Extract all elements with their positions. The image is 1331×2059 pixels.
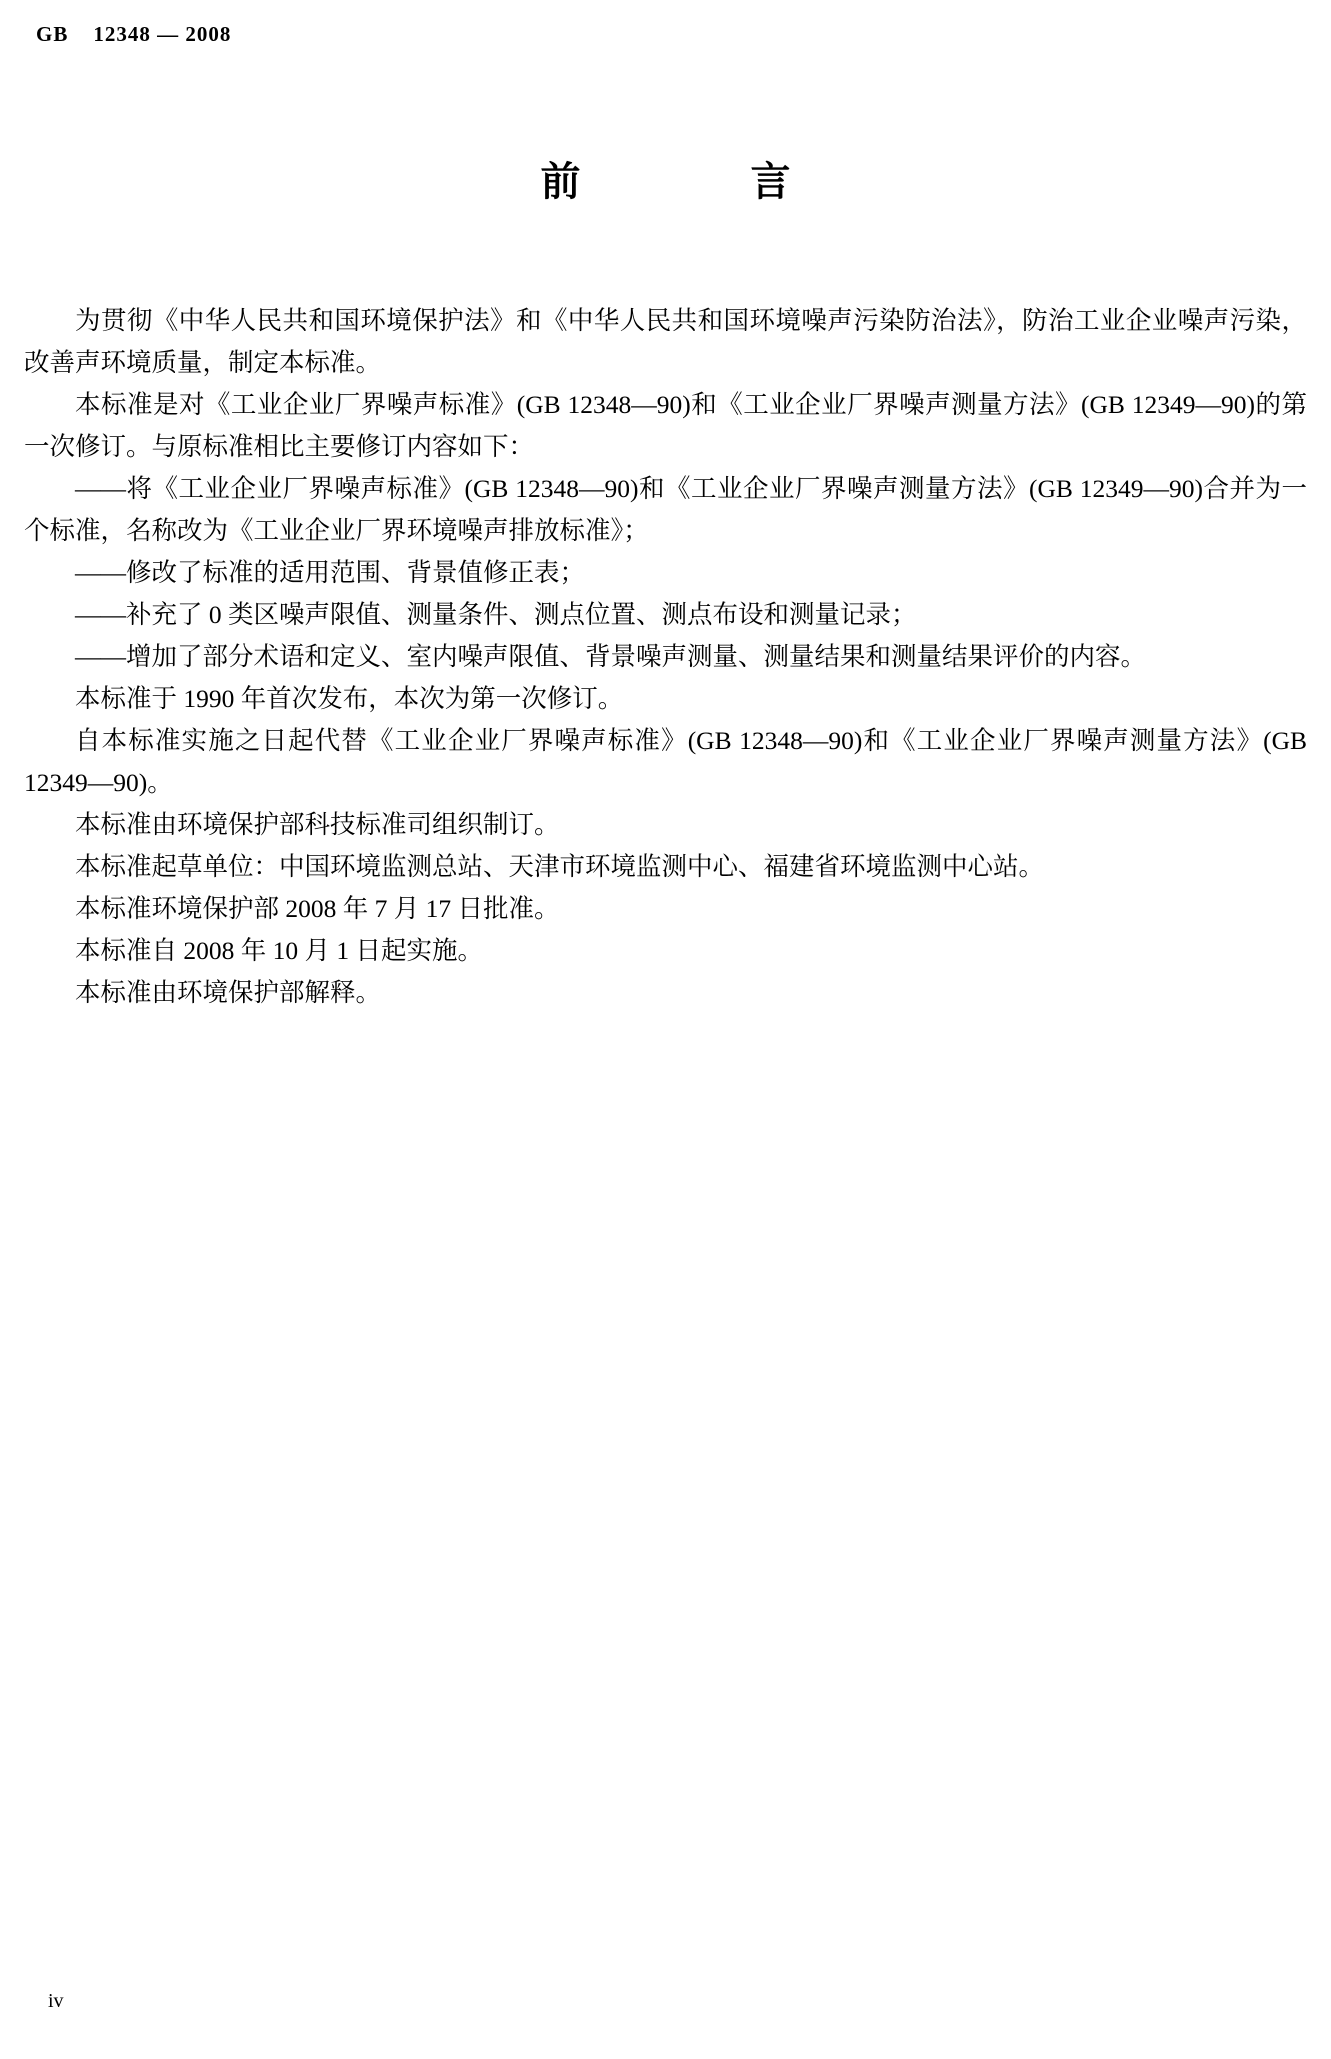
page-number: iv [48,1990,64,2012]
paragraph: 为贯彻《中华人民共和国环境保护法》和《中华人民共和国环境噪声污染防治法》，防治工业企业噪声污染，改善声环境质量，制定本标准。 [24,306,1307,377]
paragraph: ——修改了标准的适用范围、背景值修正表； [75,558,586,587]
page-header [36,22,231,47]
paragraph: ——补充了 0 类区噪声限值、测量条件、测点位置、测点布设和测量记录； [75,600,917,629]
paragraph: ——将《工业企业厂界噪声标准》(GB 12348—90)和《工业企业厂界噪声测量方法》(GB 12349—90)合并为一个标准，名称改为《工业企业厂界环境噪声排放标准》； [24,474,1307,545]
paragraph: 本标准于 1990 年首次发布，本次为第一次修订。 [75,684,624,713]
paragraph: 自本标准实施之日起代替《工业企业厂界噪声标准》(GB 12348—90)和《工业企业厂界噪声测量方法》(GB 12349—90)。 [24,726,1307,797]
paragraph: 本标准由环境保护部科技标准司组织制订。 [75,810,560,839]
paragraph: 本标准环境保护部 2008 年 7 月 17 日批准。 [75,894,560,923]
page-title: 前 言 [540,159,821,205]
paragraph: 本标准起草单位：中国环境监测总站、天津市环境监测中心、福建省环境监测中心站。 [75,852,1045,881]
paragraph: 本标准自 2008 年 10 月 1 日起实施。 [75,936,484,965]
standard-number: 12348 — 2008 [93,22,232,46]
paragraph: 本标准由环境保护部解释。 [75,978,382,1007]
foreword-body [24,300,1307,1014]
paragraph: 本标准是对《工业企业厂界噪声标准》(GB 12348—90)和《工业企业厂界噪声测量方法》(GB 12349—90)的第一次修订。与原标准相比主要修订内容如下： [24,390,1307,461]
standard-code: GB [36,22,69,46]
paragraph: ——增加了部分术语和定义、室内噪声限值、背景噪声测量、测量结果和测量结果评价的内容。 [75,642,1147,671]
